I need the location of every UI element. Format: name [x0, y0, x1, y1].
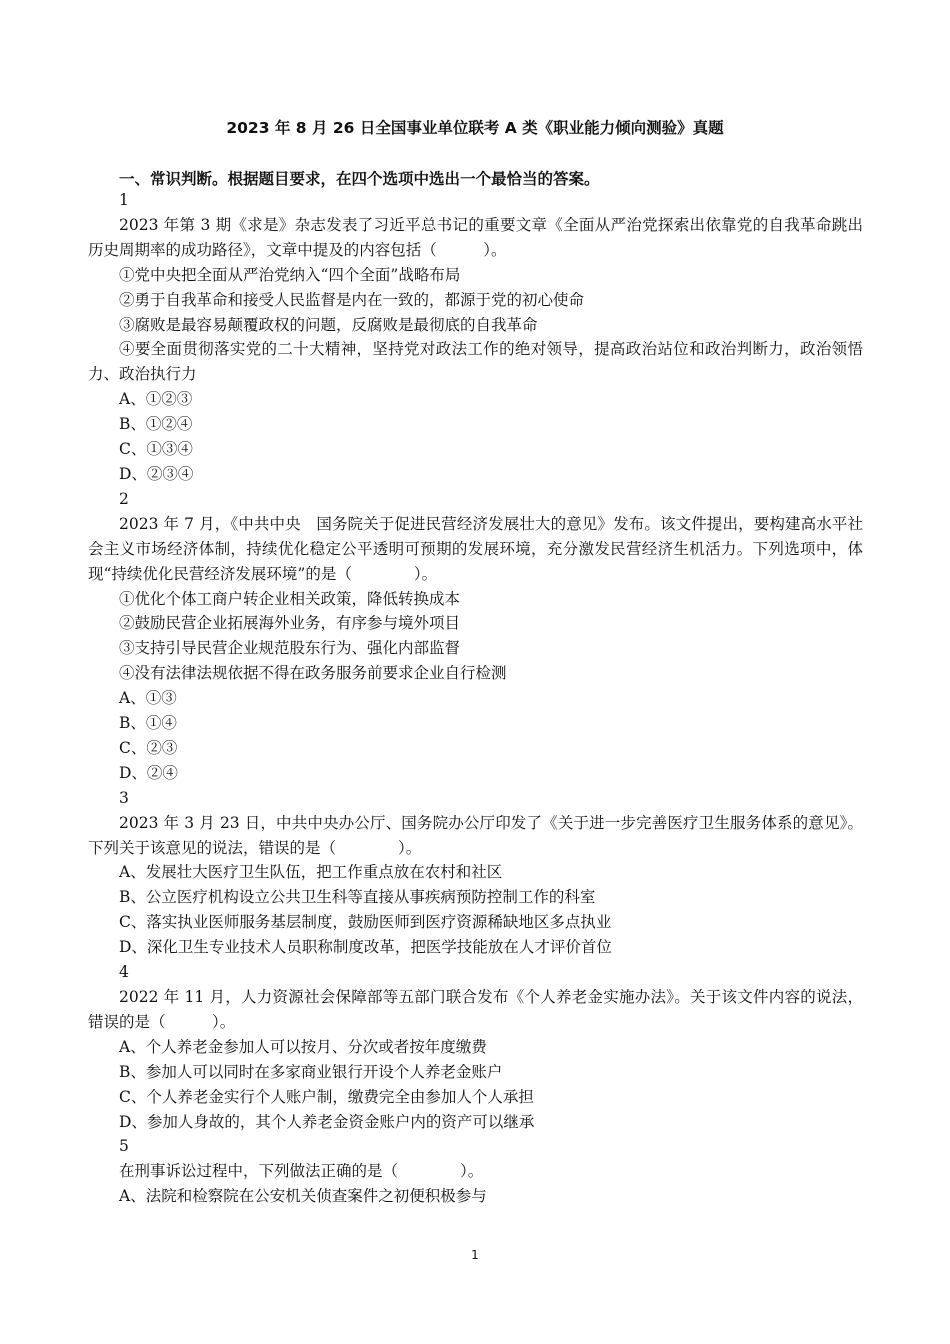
- page-number: 1: [471, 1248, 479, 1262]
- answer-option: B、①④: [119, 714, 177, 733]
- question: [88, 786, 863, 960]
- question-statement: ①党中央把全面从严治党纳入“四个全面”战略布局: [119, 265, 461, 284]
- answer-option: B、①②④: [119, 415, 193, 434]
- question-statement: ②鼓励民营企业拓展海外业务，有序参与境外项目: [119, 614, 461, 633]
- question-stem: 2023 年 7 月，《中共中央 国务院关于促进民营经济发展壮大的意见》发布。该文件提出，要构建高水平社会主义市场经济体制，持续优化稳定公平透明可预期的发展环境，充分激发民营经济生机活力。下列选项中，体现“持续优化民营经济发展环境”的是（ ）。: [88, 514, 863, 583]
- question-statement: ④要全面贯彻落实党的二十大精神，坚持党对政法工作的绝对领导，提高政治站位和政治判断力，政治领悟力、政治执行力: [88, 340, 863, 384]
- question-statement: ③支持引导民营企业规范股东行为、强化内部监督: [119, 639, 461, 658]
- answer-option: D、参加人身故的，其个人养老金资金账户内的资产可以继承: [119, 1112, 535, 1131]
- document-title: 2023 年 8 月 26 日全国事业单位联考 A 类《职业能力倾向测验》真题: [226, 119, 724, 137]
- question-stem: 2022 年 11 月，人力资源社会保障部等五部门联合发布《个人养老金实施办法》。关于该文件内容的说法，错误的是（ ）。: [88, 988, 863, 1031]
- question: [88, 188, 863, 487]
- answer-option: A、个人养老金参加人可以按月、分次或者按年度缴费: [119, 1037, 487, 1056]
- question-stem: 在刑事诉讼过程中，下列做法正确的是（ ）。: [119, 1162, 484, 1181]
- question-number: 4: [119, 963, 129, 982]
- question-statement: ①优化个体工商户转企业相关政策，降低转换成本: [119, 589, 461, 608]
- answer-option: C、①③④: [119, 440, 193, 459]
- answer-option: B、公立医疗机构设立公共卫生科等直接从事疾病预防控制工作的科室: [119, 888, 596, 907]
- question-statement: ②勇于自我革命和接受人民监督是内在一致的，都源于党的初心使命: [119, 290, 585, 309]
- question-statement: ③腐败是最容易颠覆政权的问题，反腐败是最彻底的自我革命: [119, 315, 538, 334]
- question-stem: 2023 年第 3 期《求是》杂志发表了习近平总书记的重要文章《全面从严治党探索出依靠党的自我革命跳出历史周期率的成功路径》，文章中提及的内容包括（ ）。: [88, 215, 863, 259]
- answer-option: A、①③: [119, 689, 177, 708]
- answer-option: C、②③: [119, 738, 178, 757]
- answer-option: C、个人养老金实行个人账户制，缴费完全由参加人个人承担: [119, 1087, 534, 1106]
- question-number: 2: [119, 489, 129, 508]
- answer-option: D、深化卫生专业技术人员职称制度改革，把医学技能放在人才评价首位: [119, 938, 612, 957]
- question: [88, 960, 863, 1134]
- question-number: 1: [119, 191, 129, 209]
- question: [88, 487, 863, 786]
- answer-option: D、②③④: [119, 464, 194, 483]
- question-number: 5: [119, 1137, 129, 1156]
- question-stem: 2023 年 3 月 23 日，中共中央办公厅、国务院办公厅印发了《关于进一步完善医疗卫生服务体系的意见》。下列关于该意见的说法，错误的是（ ）。: [88, 813, 863, 857]
- question-statement: ④没有法律法规依据不得在政务服务前要求企业自行检测: [119, 664, 507, 683]
- question-list: [88, 188, 863, 1209]
- answer-option: A、法院和检察院在公安机关侦查案件之初便积极参与: [119, 1187, 487, 1206]
- answer-option: D、②④: [119, 763, 178, 782]
- answer-option: C、落实执业医师服务基层制度，鼓励医师到医疗资源稀缺地区多点执业: [119, 913, 612, 932]
- answer-option: B、参加人可以同时在多家商业银行开设个人养老金账户: [119, 1062, 503, 1081]
- question-number: 3: [119, 788, 129, 807]
- answer-option: A、发展壮大医疗卫生队伍，把工作重点放在农村和社区: [119, 863, 503, 882]
- question: [88, 1134, 863, 1209]
- answer-option: A、①②③: [119, 390, 193, 409]
- section-heading: 一、常识判断。根据题目要求，在四个选项中选出一个最恰当的答案。: [119, 170, 600, 188]
